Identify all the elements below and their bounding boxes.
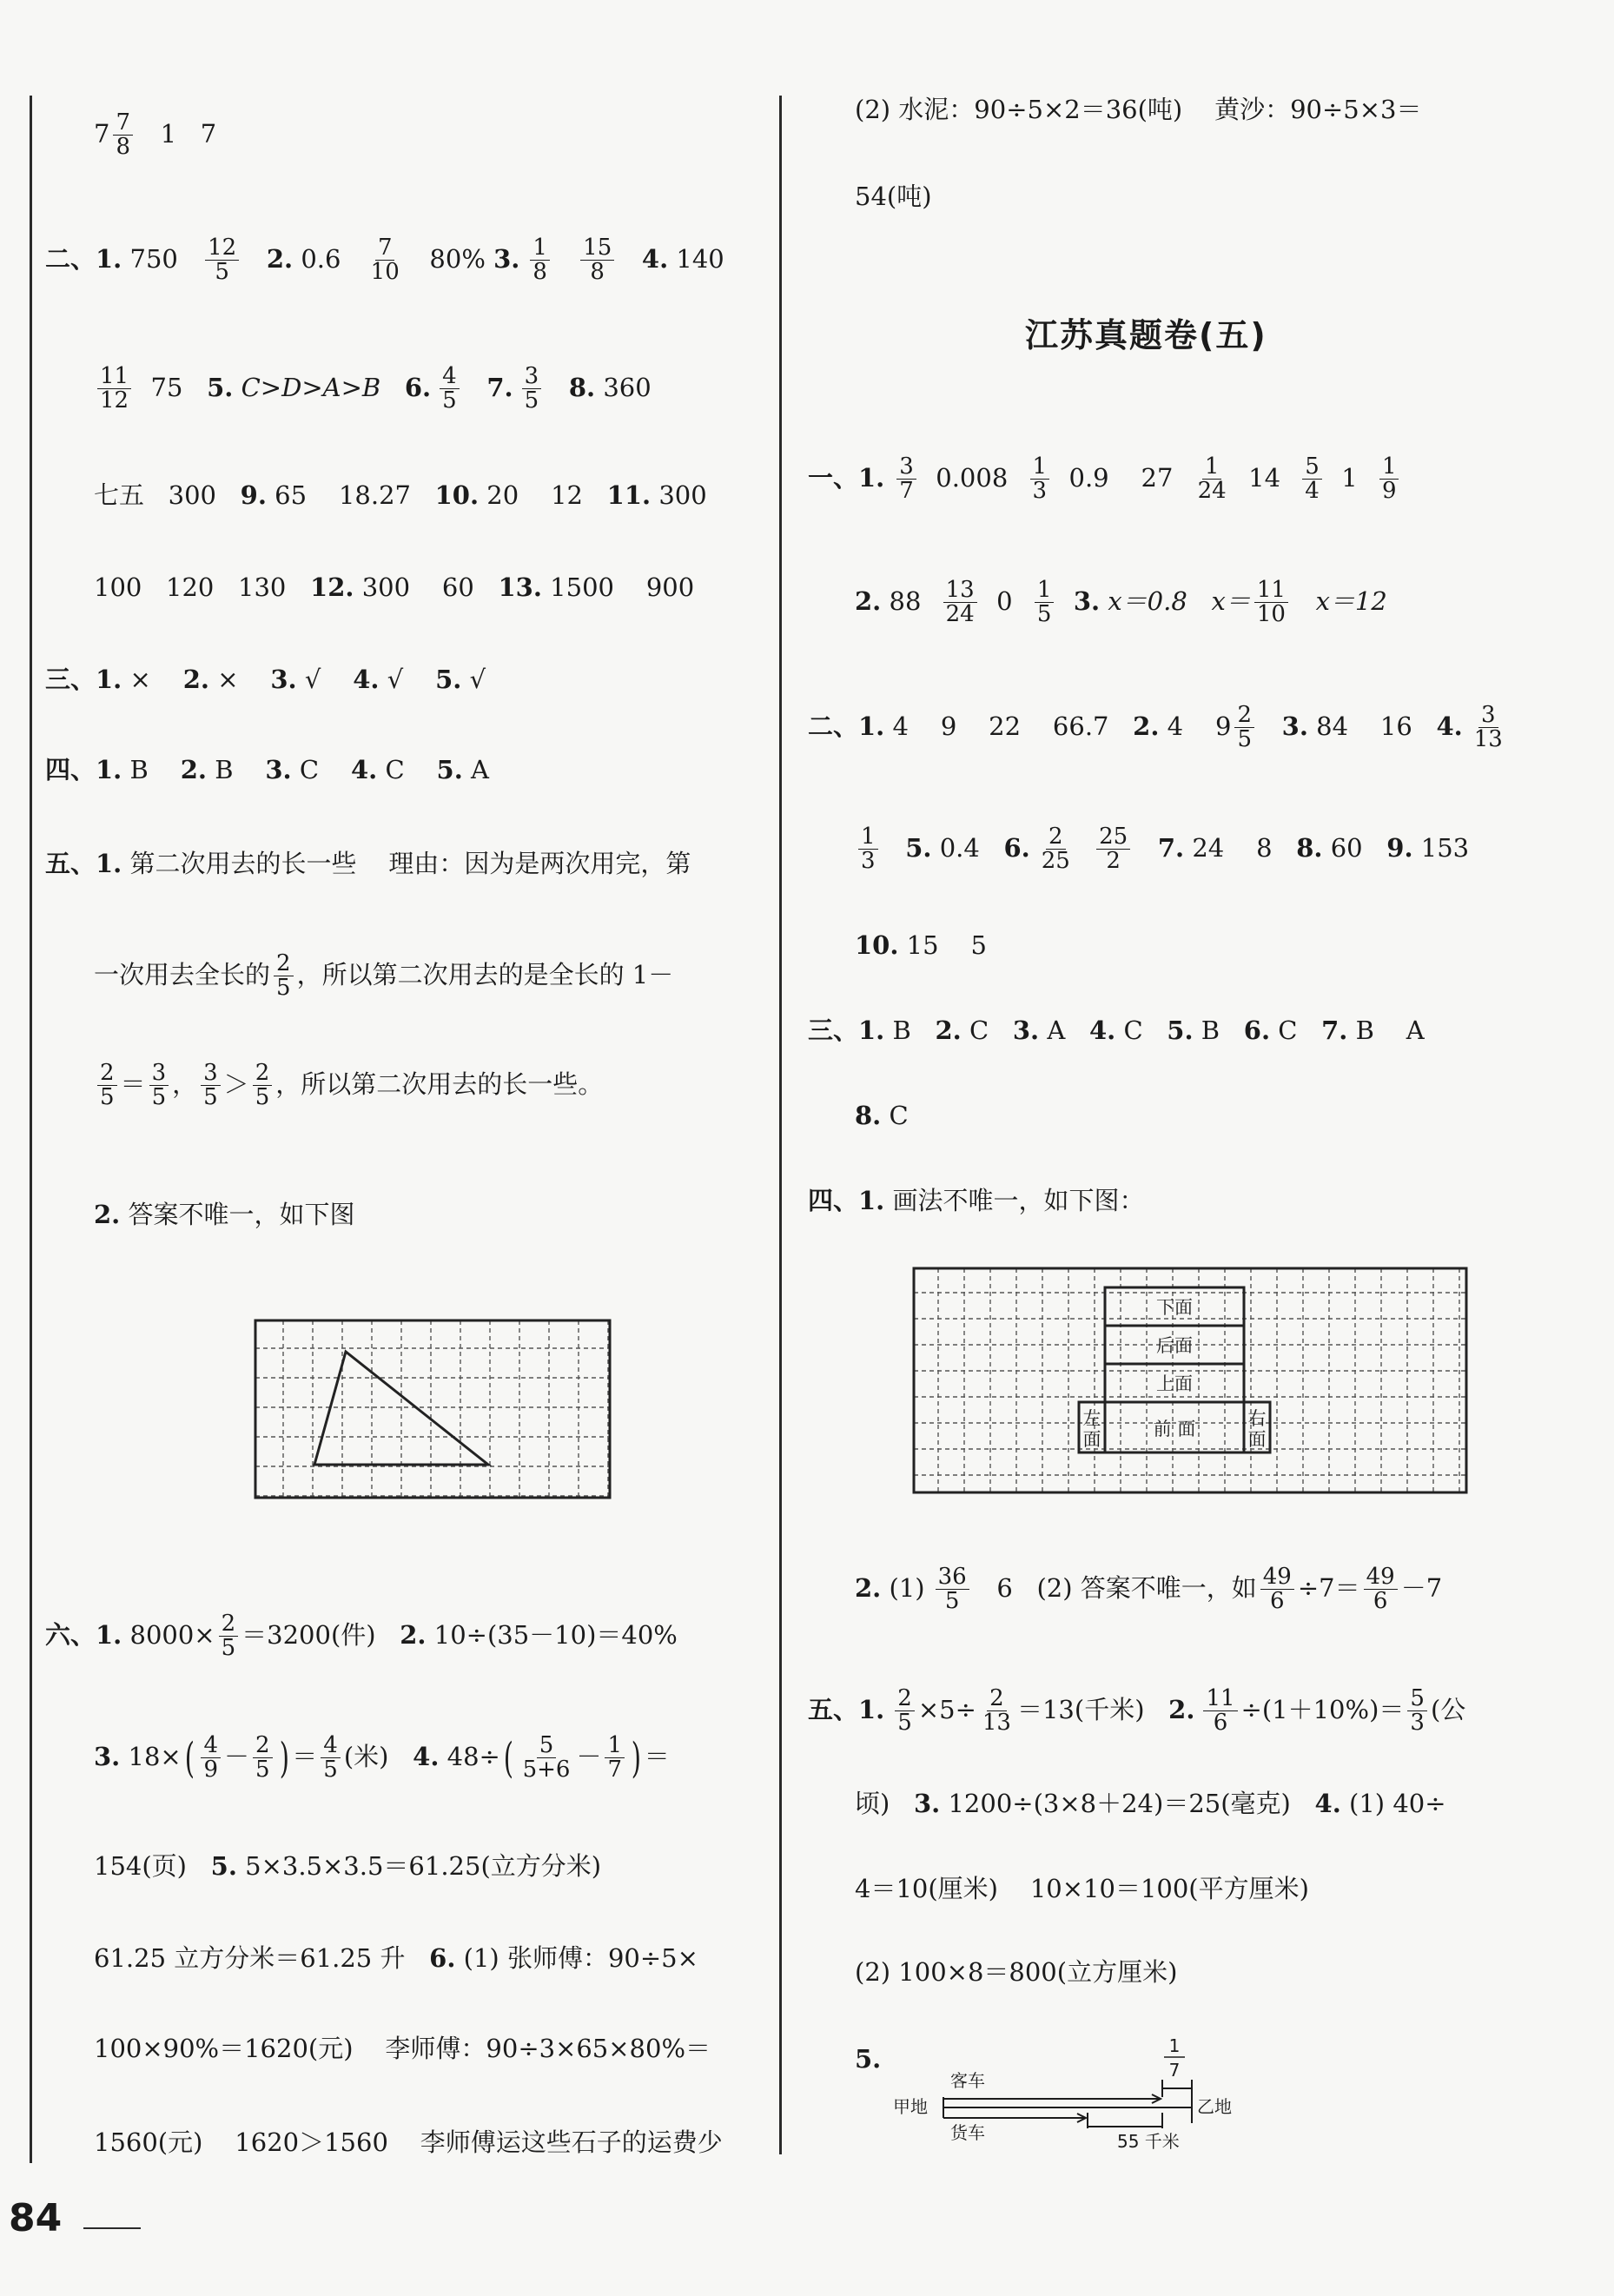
- center-column-rule: [779, 96, 782, 2154]
- right-line-1: (2) 水泥：90÷5×2＝36(吨) 黄沙：90÷5×3＝: [855, 95, 1422, 124]
- right-line-6: $\frac{1}{3}$ 5. 0.4 6. $\frac{2}{25}$ $\frac{25}{2}$ 7. 24 8 8. 60 9. 153: [855, 825, 1469, 874]
- diagram-fraction-numerator: 1: [1168, 2035, 1181, 2056]
- right-line-11: 2. (1) $\frac{36}{5}$ 6 (2) 答案不唯一，如 $\frac{49}{6}$ ÷7＝ $\frac{49}{6}$ －7: [855, 1564, 1443, 1615]
- left-line-4: 七五 300 9. 65 18.27 10. 20 12 11. 300: [94, 480, 707, 510]
- grid-lines: [255, 1320, 610, 1498]
- left-line-14: 154(页) 5. 5×3.5×3.5＝61.25(立方分米): [94, 1851, 602, 1881]
- page-number-dash: [83, 2227, 141, 2229]
- label-left-1: 左: [1082, 1408, 1101, 1429]
- right-line-3: 一、1. $\frac{3}{7}$ 0.008 $\frac{1}{3}$ 0.9 27 $\frac{1}{24}$ 14 $\frac{5}{4}$ 1 $\frac{1}{9}$: [808, 455, 1402, 504]
- right-line-5: 二、1. 4 9 22 66.7 2. 4 9 $\frac{2}{5}$ 3. 84 16 4. $\frac{3}{13}$: [808, 702, 1503, 753]
- label-left-2: 面: [1082, 1429, 1101, 1450]
- left-line-5: 100 120 130 12. 300 60 13. 1500 900: [94, 572, 695, 602]
- label-top: 上面: [1156, 1373, 1193, 1394]
- left-line-11: 2. 答案不唯一，如下图: [94, 1200, 355, 1229]
- right-line-13: 顷) 3. 1200÷(3×8＋24)＝25(毫克) 4. (1) 40÷: [855, 1789, 1446, 1818]
- left-line-1: 7 $\frac{7}{8}$ 1 7: [94, 109, 217, 161]
- label-start-place: 甲地: [893, 2096, 928, 2117]
- label-car2: 货车: [950, 2122, 985, 2143]
- left-margin-rule: [30, 96, 32, 2163]
- right-line-15: (2) 100×8＝800(立方厘米): [855, 1957, 1178, 1987]
- left-line-9: 一次用去全长的 $\frac{2}{5}$ ，所以第二次用去的是全长的 1－: [94, 950, 674, 1002]
- section-title: 江苏真题卷(五): [1025, 316, 1267, 354]
- triangle-grid-figure: [254, 1319, 612, 1499]
- grid-border: [255, 1320, 610, 1498]
- right-line-9: 8. C: [855, 1101, 909, 1130]
- left-line-10: $\frac{2}{5}$ ＝ $\frac{3}{5}$ ， $\frac{3}{5}$ ＞ $\frac{2}{5}$ ，所以第二次用去的长一些。: [94, 1062, 603, 1110]
- left-line-2: 二、1. 750 $\frac{12}{5}$ 2. 0.6 $\frac{7}{10}$ 80% 3. $\frac{1}{8}$ $\frac{15}{8}$ 4. 140: [45, 235, 724, 286]
- left-line-15: 61.25 立方分米＝61.25 升 6. (1) 张师傅：90÷5×: [94, 1943, 698, 1973]
- right-line-8: 三、1. B 2. C 3. A 4. C 5. B 6. C 7. B A: [808, 1016, 1425, 1045]
- right-line-4: 2. 88 $\frac{13}{24}$ 0 $\frac{1}{5}$ 3. x＝0.8 x＝ $\frac{11}{10}$ x＝12: [855, 577, 1387, 628]
- left-line-12: 六、1. 8000× $\frac{2}{5}$ ＝3200(件) 2. 10÷(35－10)＝40%: [45, 1611, 678, 1662]
- label-car1: 客车: [950, 2070, 985, 2091]
- left-line-16: 100×90%＝1620(元) 李师傅：90÷3×65×80%＝: [94, 2034, 711, 2063]
- label-back: 后面: [1156, 1335, 1193, 1356]
- left-line-8: 五、1. 第二次用去的长一些 理由：因为是两次用完，第: [45, 849, 691, 878]
- left-line-7: 四、1. B 2. B 3. C 4. C 5. A: [45, 755, 489, 784]
- label-right-1: 右: [1247, 1408, 1267, 1429]
- left-line-6: 三、1. × 2. × 3. √ 4. √ 5. √: [45, 665, 486, 694]
- diagram-fraction-denominator: 7: [1168, 2060, 1181, 2081]
- cuboid-net-figure: [912, 1267, 1468, 1494]
- right-line-7: 10. 15 5: [855, 930, 987, 960]
- right-line-14: 4＝10(厘米) 10×10＝100(平方厘米): [855, 1874, 1309, 1903]
- left-line-13: 3. 18×( $\frac{4}{9}$ － $\frac{2}{5}$ ) ＝ $\frac{4}{5}$ (米) 4. 48÷( $\frac{5}{5+6}$ － $\frac{1}{7}$ ) ＝: [94, 1732, 670, 1783]
- right-line-16: 5.: [855, 2044, 882, 2074]
- label-bottom: 下面: [1156, 1297, 1193, 1318]
- label-end-place: 乙地: [1197, 2096, 1232, 2117]
- distance-diagram: [891, 2031, 1256, 2153]
- label-front: 前 面: [1153, 1419, 1196, 1439]
- right-line-10: 四、1. 画法不唯一，如下图：: [808, 1186, 1145, 1215]
- page-number: 84: [9, 2196, 63, 2240]
- label-right-2: 面: [1247, 1429, 1267, 1450]
- left-line-3: $\frac{11}{12}$ 75 5. C>D>A>B 6. $\frac{4}{5}$ 7. $\frac{3}{5}$ 8. 360: [94, 365, 652, 414]
- right-line-12: 五、1. $\frac{2}{5}$ ×5÷ $\frac{2}{13}$ ＝13(千米) 2. $\frac{11}{6}$ ÷(1＋10%)＝ $\frac{5}{3}$ (公: [808, 1685, 1466, 1737]
- left-line-17: 1560(元) 1620＞1560 李师傅运这些石子的运费少: [94, 2127, 723, 2157]
- right-line-2: 54(吨): [855, 182, 932, 211]
- label-distance: 55 千米: [1117, 2131, 1180, 2152]
